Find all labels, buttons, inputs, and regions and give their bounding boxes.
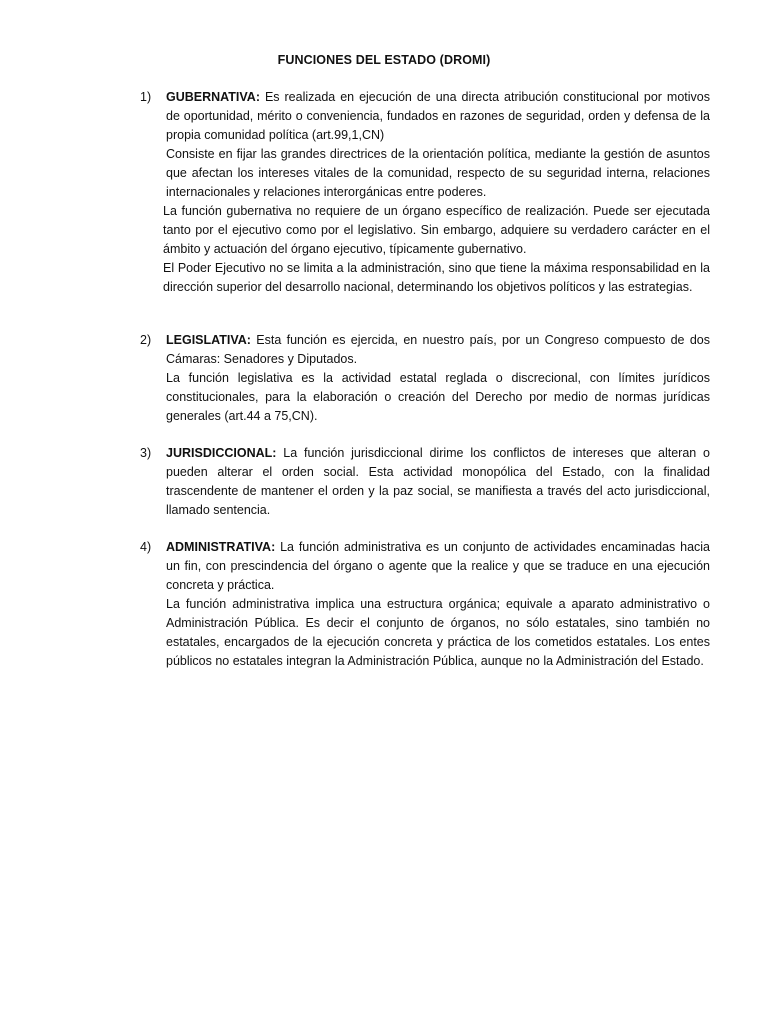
section-number: 1) bbox=[140, 90, 152, 104]
section-number: 4) bbox=[140, 540, 152, 554]
section-lead-paragraph bbox=[166, 88, 710, 145]
section-jurisdiccional bbox=[140, 444, 710, 520]
section-paragraph: Consiste en fijar las grandes directrices de la orientación política, mediante la gestión de asuntos que afectan los intereses vitales de la comunidad, respecto de su seguridad interna, relaciones internacionales y relaciones interorgánicas entre poderes. bbox=[166, 147, 710, 199]
section-number: 3) bbox=[140, 446, 152, 460]
section-heading: LEGISLATIVA: bbox=[166, 333, 251, 347]
section-heading: GUBERNATIVA: bbox=[166, 90, 260, 104]
section-lead-text: Es realizada en ejecución de una directa atribución constitucional por motivos de oportunidad, mérito o conveniencia, fundados en razones de seguridad, orden y defensa de la propia comunidad política (art.99,1,CN) bbox=[166, 90, 710, 142]
section-administrativa bbox=[140, 538, 710, 671]
section-lead-paragraph bbox=[166, 444, 710, 520]
section-heading: ADMINISTRATIVA: bbox=[166, 540, 276, 554]
document-title: FUNCIONES DEL ESTADO (DROMI) bbox=[277, 53, 491, 67]
section-lead-text: La función administrativa es un conjunto de actividades encaminadas hacia un fin, con prescindencia del órgano o agente que la realice y que se traduce en una ejecución concreta y práctica. bbox=[166, 540, 710, 592]
section-legislativa bbox=[140, 331, 710, 426]
section-paragraph: El Poder Ejecutivo no se limita a la administración, sino que tiene la máxima responsabilidad en la dirección superior del desarrollo nacional, determinando los objetivos políticos y las estrategias. bbox=[163, 261, 710, 294]
section-body bbox=[166, 444, 710, 520]
section-body bbox=[163, 88, 710, 297]
section-lead-paragraph bbox=[166, 538, 710, 595]
section-body bbox=[166, 331, 710, 426]
section-number: 2) bbox=[140, 333, 152, 347]
section-heading: JURISDICCIONAL: bbox=[166, 446, 277, 460]
section-lead-text: Esta función es ejercida, en nuestro país, por un Congreso compuesto de dos Cámaras: Senadores y Diputados. bbox=[166, 333, 710, 366]
section-lead-text: La función jurisdiccional dirime los conflictos de intereses que alteran o pueden alterar el orden social. Esta actividad monopólica del Estado, con la finalidad trascendente de mantener el orden y la paz social, se manifiesta a través del acto jurisdiccional, llamado sentencia. bbox=[166, 446, 710, 517]
section-body bbox=[166, 538, 710, 671]
section-paragraph: La función administrativa implica una estructura orgánica; equivale a aparato administrativo o Administración Pública. Es decir el conjunto de órganos, no sólo estatales, sino también no estatales, encargados de la ejecución concreta y práctica de los cometidos estatales. Los entes públicos no estatales integran la Administración Pública, aunque no la Administración del Estado. bbox=[166, 597, 710, 668]
section-gubernativa bbox=[140, 88, 710, 297]
section-lead-paragraph bbox=[166, 331, 710, 369]
section-paragraph: La función gubernativa no requiere de un órgano específico de realización. Puede ser ejecutada tanto por el ejecutivo como por el legislativo. Sin embargo, adquiere su verdadero carácter en el ámbito y actuación del órgano ejecutivo, típicamente gubernativo. bbox=[163, 204, 710, 256]
section-paragraph: La función legislativa es la actividad estatal reglada o discrecional, con límites jurídicos constitucionales, para la elaboración o creación del Derecho por medio de normas jurídicas generales (art.44 a 75,CN). bbox=[166, 371, 710, 423]
